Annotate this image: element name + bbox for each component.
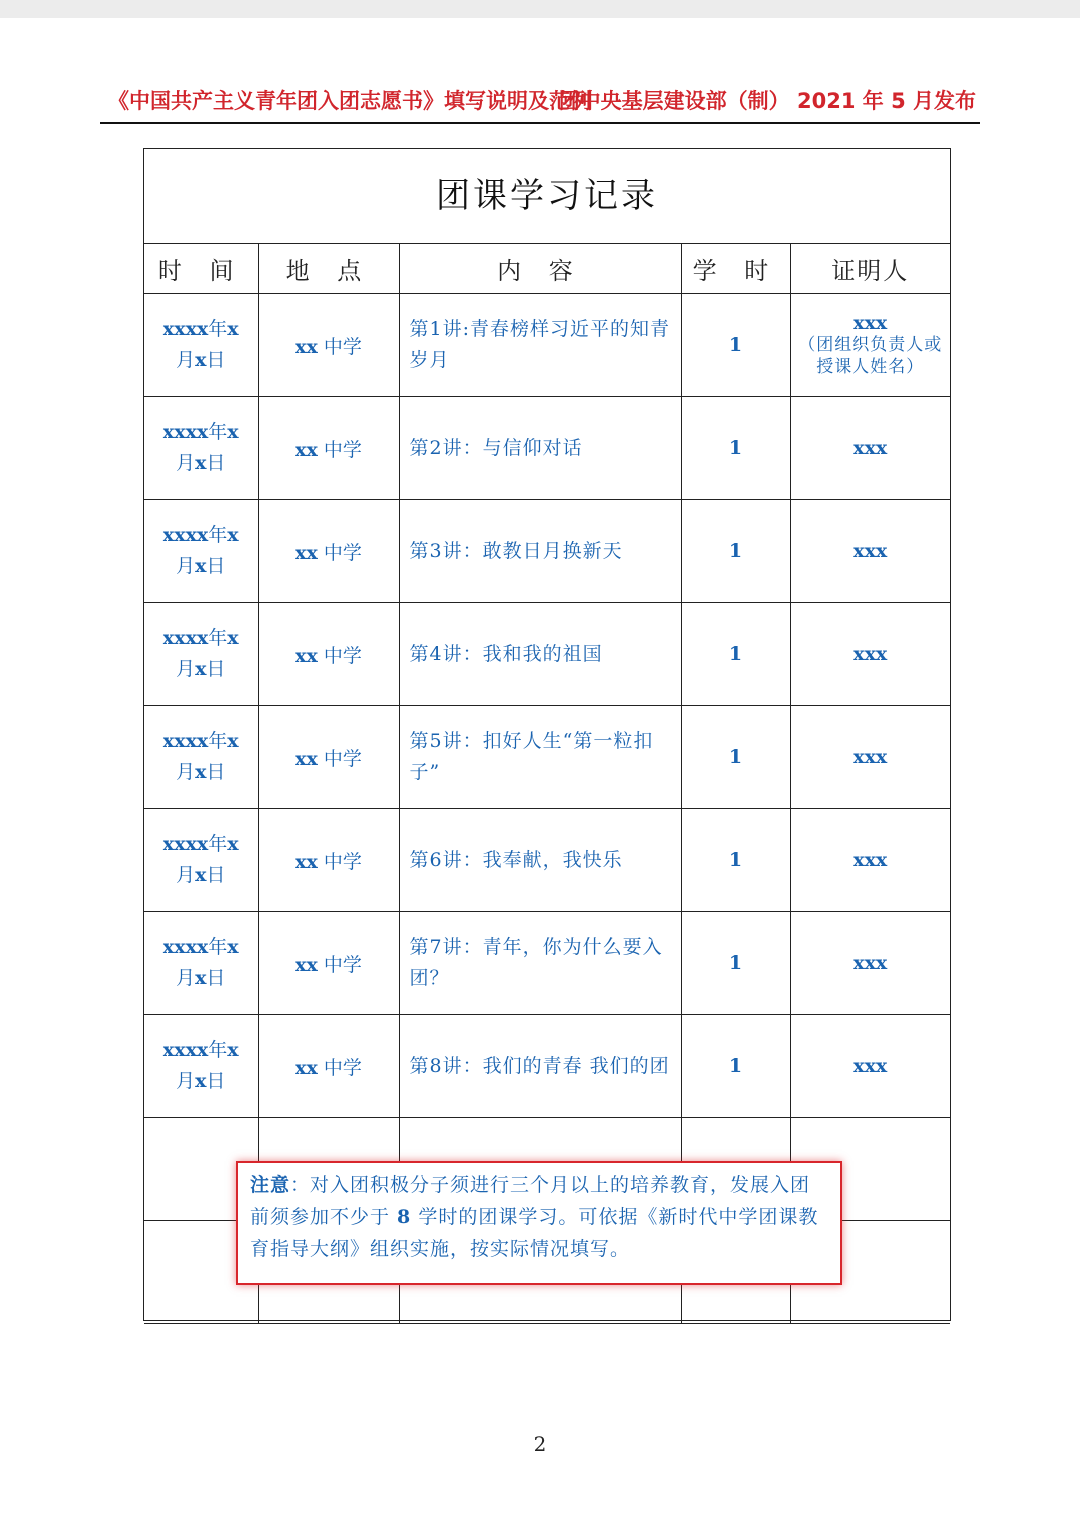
lecture-topic: 敢教日月换新天 xyxy=(482,539,623,562)
lecture-topic: 青年，你为什么要入团？ xyxy=(409,936,663,989)
date-part: 日 xyxy=(206,761,226,783)
date-part: 月 xyxy=(176,864,196,886)
date-part: xxxx xyxy=(162,936,209,958)
cell-witness xyxy=(790,809,950,912)
lecture-topic: 与信仰对话 xyxy=(482,436,583,459)
date-part: x xyxy=(227,524,239,546)
date-part: xxxx xyxy=(162,318,209,340)
witness-note: （团组织负责人或授课人姓名） xyxy=(798,335,943,377)
cell-content xyxy=(399,1015,681,1118)
cell-witness xyxy=(790,912,950,1015)
cell-date xyxy=(144,912,258,1015)
lecture-separator: ： xyxy=(462,436,483,459)
lecture-number: 第6讲 xyxy=(409,848,463,871)
cell-date xyxy=(144,603,258,706)
date-part: xxxx xyxy=(162,1039,209,1061)
lecture-topic: 扣好人生“第一粒扣子” xyxy=(409,730,654,783)
place-code: xx xyxy=(295,541,318,564)
cell-witness xyxy=(790,500,950,603)
witness-name: xxx xyxy=(853,1055,888,1077)
table-row xyxy=(144,912,950,1015)
cell-place xyxy=(258,809,399,912)
date-part: 日 xyxy=(206,864,226,886)
date-part: 年 xyxy=(208,524,228,546)
date-part: 年 xyxy=(208,627,228,649)
place-name: 中学 xyxy=(323,335,362,358)
cell-hours: 1 xyxy=(681,912,790,1015)
date-part: 日 xyxy=(206,349,226,371)
witness-name: xxx xyxy=(853,312,888,334)
place-name: 中学 xyxy=(323,747,362,770)
date-part: x xyxy=(227,318,239,340)
cell-content xyxy=(399,500,681,603)
col-header-place: 地 点 xyxy=(258,243,399,294)
cell-date xyxy=(144,500,258,603)
notice-hours: 8 xyxy=(397,1206,412,1228)
witness-name: xxx xyxy=(853,643,888,665)
cell-place xyxy=(258,912,399,1015)
notice-label: 注意 xyxy=(250,1174,291,1196)
date-part: x xyxy=(195,1070,207,1092)
date-part: 日 xyxy=(206,452,226,474)
cell-place xyxy=(258,1015,399,1118)
date-part: x xyxy=(227,421,239,443)
cell-hours: 1 xyxy=(681,706,790,809)
cell-content xyxy=(399,294,681,397)
date-part: x xyxy=(227,1039,239,1061)
notice-text-a: ：对入团积极分子须进行三个月以上的培养教育，发展入团前须参加不少于 xyxy=(250,1174,811,1228)
header-issuer: 团中央基层建设部（制） 2021 年 5 月发布 xyxy=(558,89,976,113)
date-part: xxxx xyxy=(162,627,209,649)
cell-hours: 1 xyxy=(681,603,790,706)
table-row xyxy=(144,1015,950,1118)
lecture-separator: : xyxy=(462,318,470,340)
cell-content xyxy=(399,397,681,500)
cell-content xyxy=(399,603,681,706)
table-row xyxy=(144,603,950,706)
place-name: 中学 xyxy=(323,953,362,976)
cell-hours: 1 xyxy=(681,1015,790,1118)
witness-name: xxx xyxy=(853,952,888,974)
cell-place xyxy=(258,500,399,603)
cell-place xyxy=(258,294,399,397)
notice-text-b: 学时的团课学习。可依据《新时代中学团课教育指导大纲》组织实施，按实际情况填写。 xyxy=(250,1206,819,1260)
date-part: x xyxy=(195,658,207,680)
cell-content xyxy=(399,809,681,912)
witness-name: xxx xyxy=(853,437,888,459)
record-sheet xyxy=(143,148,951,1321)
table-row xyxy=(144,397,950,500)
cell-date xyxy=(144,294,258,397)
place-code: xx xyxy=(295,850,318,873)
col-header-content: 内 容 xyxy=(399,243,681,294)
lecture-topic: 我和我的祖国 xyxy=(482,642,603,665)
table-header-row xyxy=(144,243,950,294)
lecture-topic: 我奉献，我快乐 xyxy=(482,848,623,871)
place-code: xx xyxy=(295,747,318,770)
place-name: 中学 xyxy=(323,850,362,873)
lecture-number: 第4讲 xyxy=(409,642,463,665)
date-part: 月 xyxy=(176,1070,196,1092)
date-part: 月 xyxy=(176,658,196,680)
date-part: x xyxy=(227,833,239,855)
col-header-time: 时 间 xyxy=(144,243,258,294)
header-form-title: 《中国共产主义青年团入团志愿书》填写说明及范例 xyxy=(108,89,591,113)
lecture-separator: ： xyxy=(462,936,483,958)
witness-name: xxx xyxy=(853,746,888,768)
cell-content xyxy=(399,706,681,809)
lecture-separator: ： xyxy=(462,848,483,871)
date-part: xxxx xyxy=(162,833,209,855)
witness-name: xxx xyxy=(853,540,888,562)
date-part: x xyxy=(227,936,239,958)
cell-place xyxy=(258,706,399,809)
date-part: x xyxy=(195,452,207,474)
date-part: x xyxy=(227,730,239,752)
lecture-topic: 青春榜样习近平的知青岁月 xyxy=(409,318,671,371)
date-part: 月 xyxy=(176,555,196,577)
cell-witness xyxy=(790,1015,950,1118)
place-code: xx xyxy=(295,1056,318,1079)
col-header-hours: 学 时 xyxy=(681,243,790,294)
cell-hours: 1 xyxy=(681,294,790,397)
date-part: 月 xyxy=(176,452,196,474)
lecture-number: 第2讲 xyxy=(409,436,463,459)
cell-date xyxy=(144,706,258,809)
notice-box xyxy=(236,1161,842,1285)
date-part: 年 xyxy=(208,1039,228,1061)
witness-name: xxx xyxy=(853,849,888,871)
place-name: 中学 xyxy=(323,541,362,564)
lecture-topic: 我们的青春 我们的团 xyxy=(482,1054,670,1077)
lecture-separator: ： xyxy=(462,1054,483,1077)
date-part: 年 xyxy=(208,833,228,855)
date-part: 月 xyxy=(176,349,196,371)
lecture-number: 第7讲 xyxy=(409,936,463,958)
place-code: xx xyxy=(295,335,318,358)
date-part: 年 xyxy=(208,421,228,443)
sheet-title: 团课学习记录 xyxy=(144,149,950,244)
table-row xyxy=(144,500,950,603)
table-row xyxy=(144,706,950,809)
cell-place xyxy=(258,603,399,706)
cell-content xyxy=(399,912,681,1015)
col-header-witness: 证明人 xyxy=(790,243,950,294)
lecture-separator: ： xyxy=(462,539,483,562)
date-part: x xyxy=(227,627,239,649)
date-part: x xyxy=(195,967,207,989)
page-number: 2 xyxy=(533,1432,547,1456)
place-name: 中学 xyxy=(323,1056,362,1079)
date-part: 月 xyxy=(176,967,196,989)
date-part: x xyxy=(195,761,207,783)
cell-witness xyxy=(790,397,950,500)
cell-date xyxy=(144,397,258,500)
document-header xyxy=(100,84,980,124)
date-part: x xyxy=(195,864,207,886)
cell-hours: 1 xyxy=(681,809,790,912)
lecture-number: 第3讲 xyxy=(409,539,463,562)
date-part: 年 xyxy=(208,936,228,958)
place-name: 中学 xyxy=(323,644,362,667)
top-margin-strip xyxy=(0,0,1080,18)
cell-hours: 1 xyxy=(681,397,790,500)
cell-witness xyxy=(790,294,950,397)
cell-date xyxy=(144,1015,258,1118)
date-part: xxxx xyxy=(162,730,209,752)
lecture-number: 第1讲 xyxy=(409,318,463,340)
date-part: 日 xyxy=(206,1070,226,1092)
date-part: x xyxy=(195,555,207,577)
cell-witness xyxy=(790,603,950,706)
place-name: 中学 xyxy=(323,438,362,461)
place-code: xx xyxy=(295,953,318,976)
lecture-number: 第8讲 xyxy=(409,1054,463,1077)
cell-hours: 1 xyxy=(681,500,790,603)
date-part: 日 xyxy=(206,658,226,680)
lecture-separator: ： xyxy=(462,730,483,752)
table-row xyxy=(144,294,950,397)
date-part: 日 xyxy=(206,967,226,989)
place-code: xx xyxy=(295,644,318,667)
cell-witness xyxy=(790,706,950,809)
date-part: 年 xyxy=(208,318,228,340)
date-part: 年 xyxy=(208,730,228,752)
date-part: 日 xyxy=(206,555,226,577)
lecture-separator: ： xyxy=(462,642,483,665)
lecture-number: 第5讲 xyxy=(409,730,463,752)
date-part: xxxx xyxy=(162,524,209,546)
table-row xyxy=(144,809,950,912)
date-part: xxxx xyxy=(162,421,209,443)
cell-place xyxy=(258,397,399,500)
place-code: xx xyxy=(295,438,318,461)
date-part: 月 xyxy=(176,761,196,783)
cell-date xyxy=(144,809,258,912)
date-part: x xyxy=(195,349,207,371)
